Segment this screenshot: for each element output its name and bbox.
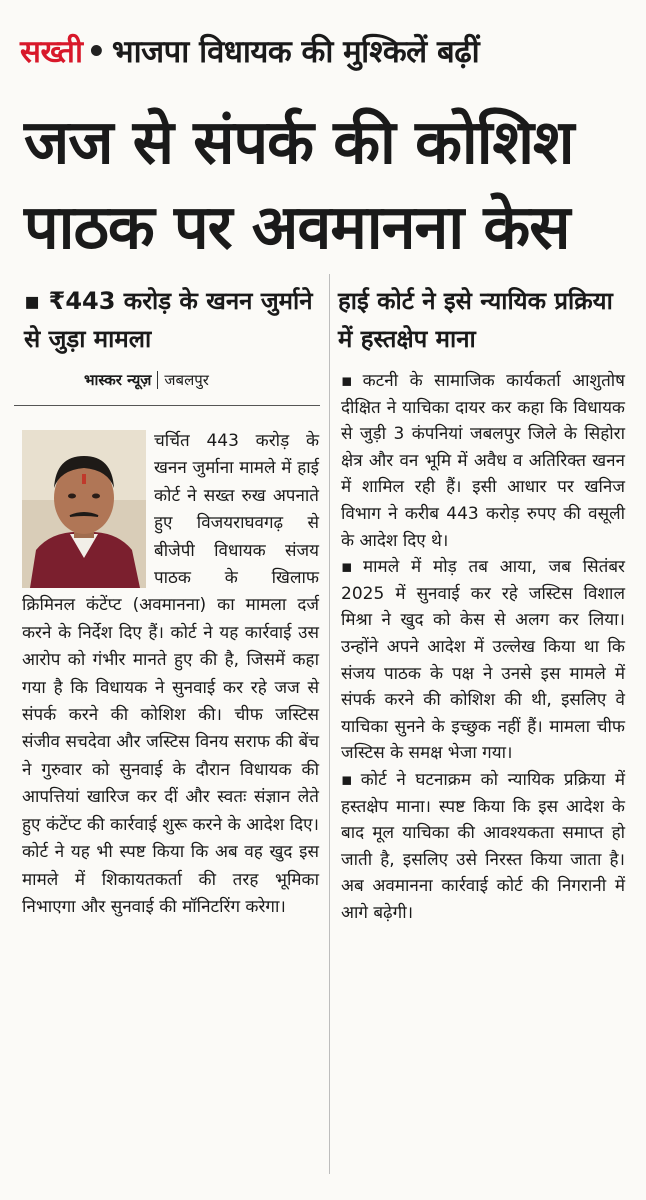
portrait-illustration xyxy=(22,430,146,588)
body-right-paragraph-1: ▪ कटनी के सामाजिक कार्यकर्ता आशुतोष दीक्षित ने याचिका दायर कर कहा कि विधायक से जुड़ी 3 कंपनियां जबलपुर जिले के सिहोरा क्षेत्र और वन भूमि में अवैध व अतिरिक्त खनन में शामिल रही हैं। इसी आधार पर खनिज विभाग ने करीब 443 करोड़ रुपए की वसूली के आदेश दिए थे। xyxy=(341,371,625,551)
paragraph-marker: ▪ xyxy=(341,557,359,578)
body-right-paragraph-2: ▪ मामले में मोड़ तब आया, जब सितंबर 2025 में सुनवाई कर रहे जस्टिस विशाल मिश्रा ने खुद को केस से अलग कर लिया। उन्होंने अपने आदेश में उल्लेख किया था कि संजय पाठक के पक्ष ने उनसे इस मामले में संपर्क करने की कोशिश की थी, इसलिए वे याचिका सुनने के इच्छुक नहीं हैं। मामला चीफ जस्टिस के समक्ष भेजा गया। xyxy=(341,557,625,764)
subhead-left xyxy=(24,282,324,358)
byline-city: जबलपुर xyxy=(164,371,209,389)
kicker-line xyxy=(20,30,630,72)
headline-line-2: पाठक पर अवमानना केस xyxy=(24,192,570,263)
headline-line-1: जज से संपर्क की कोशिश xyxy=(24,107,574,178)
paragraph-marker: ▪ xyxy=(341,371,359,391)
kicker-bullet: • xyxy=(86,34,106,70)
article-body-right xyxy=(341,368,625,926)
kicker-tag: सख्ती xyxy=(20,34,83,70)
byline-separator xyxy=(157,371,158,389)
article-body-left xyxy=(22,428,319,921)
headline xyxy=(24,100,624,270)
paragraph-marker: ▪ xyxy=(341,769,357,790)
body-left-paragraph: चर्चित 443 करोड़ के खनन जुर्माना मामले में हाई कोर्ट ने सख्त रुख अपनाते हुए विजयराघवगढ़ से बीजेपी विधायक संजय पाठक के खिलाफ क्रिमिनल कंटेंप्ट (अवमानना) का मामला दर्ज करने के निर्देश दिए हैं। कोर्ट ने यह कार्रवाई उस आरोप को गंभीर मानते हुए की है, जिसमें कहा गया है कि विधायक ने सुनवाई कर रहे जज से संपर्क करने की कोशिश की। चीफ जस्टिस संजीव सचदेवा और जस्टिस विनय सराफ की बेंच ने गुरुवार को सुनवाई के दौरान विधायक की आपत्तियां खारिज कर दीं और स्वतः संज्ञान लेते हुए कंटेंप्ट की कार्रवाई शुरू करने के आदेश दिए। कोर्ट ने यह भी स्पष्ट किया कि अब वह खुद इस मामले में शिकायतकर्ता की तरह भूमिका निभाएगा और सुनवाई की मॉनिटरिंग करेगा। xyxy=(22,431,319,917)
subhead-bullet: ▪ xyxy=(24,287,41,315)
subhead-right: हाई कोर्ट ने इसे न्यायिक प्रक्रिया में हस्तक्षेप माना xyxy=(338,287,613,353)
byline xyxy=(84,370,209,390)
kicker-text: भाजपा विधायक की मुश्किलें बढ़ीं xyxy=(111,34,480,70)
body-right-paragraph-3: ▪ कोर्ट ने घटनाक्रम को न्यायिक प्रक्रिया में हस्तक्षेप माना। स्पष्ट किया कि इस आदेश के बाद मूल याचिका की आवश्यकता समाप्त हो जाती है, इसलिए उसे निरस्त किया जाता है। अब अवमानना कार्रवाई कोर्ट की निगरानी में आगे बढ़ेगी। xyxy=(341,769,625,923)
mla-portrait-photo xyxy=(22,430,146,588)
byline-rule xyxy=(14,405,320,406)
column-divider xyxy=(329,274,330,1174)
byline-agency: भास्कर न्यूज़ xyxy=(84,371,152,389)
subhead-left-text: ₹443 करोड़ के खनन जुर्माने से जुड़ा मामला xyxy=(24,287,313,353)
